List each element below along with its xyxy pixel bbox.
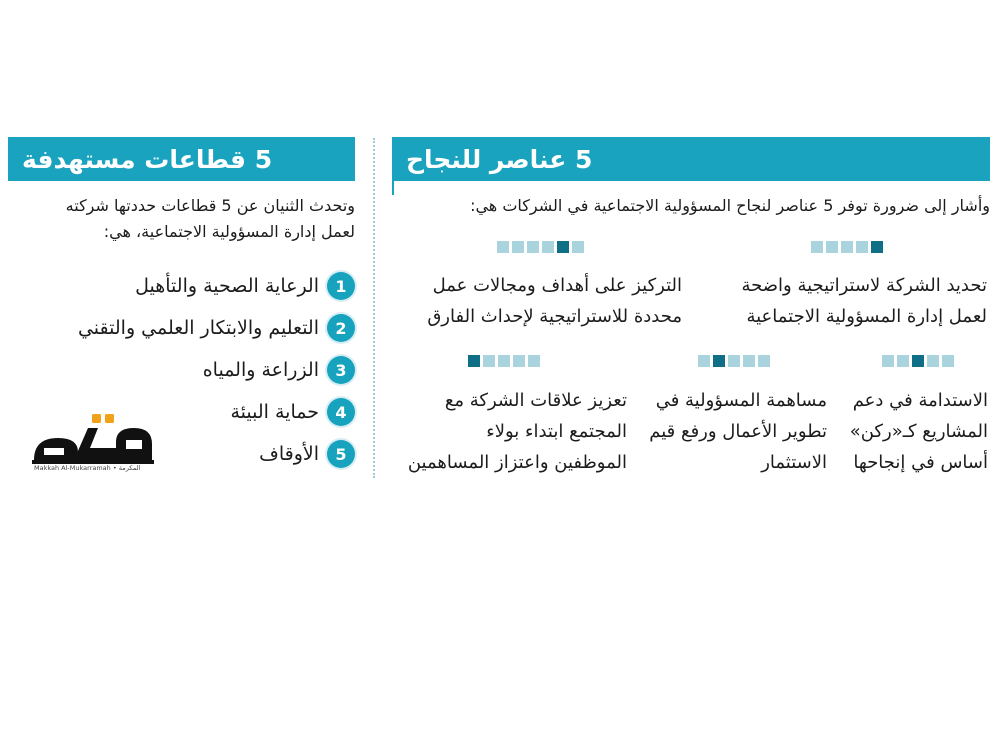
element-3-text: الاستدامة في دعم المشاريع كـ«ركن» أساس في إنجاحها [849, 390, 988, 473]
number-badge: 4 [327, 398, 355, 426]
sector-label: حماية البيئة [230, 401, 319, 423]
elements-title: 5 عناصر للنجاح [406, 144, 593, 174]
indicator-2 [497, 241, 584, 253]
sectors-intro: وتحدث الثنيان عن 5 قطاعات حددتها شركته لعمل إدارة المسؤولية الاجتماعية، هي: [65, 196, 355, 241]
sector-item-2 [60, 313, 355, 343]
indicator-4 [698, 355, 770, 367]
sectors-header [8, 137, 355, 181]
indicator-3 [882, 355, 954, 367]
number-badge: 2 [327, 314, 355, 342]
elements-header [392, 137, 990, 181]
element-5-text: تعزيز علاقات الشركة مع المجتمع ابتداء بولاء الموظفين واعتزاز المساهمين [407, 390, 627, 473]
logo-caption: Makkah Al-Mukarramah • المكرمة [34, 464, 141, 472]
sector-label: التعليم والابتكار العلمي والتقني [77, 317, 319, 339]
number-badge: 1 [327, 272, 355, 300]
number-badge: 5 [327, 440, 355, 468]
element-1-text: تحديد الشركة لاستراتيجية واضحة لعمل إدارة المسؤولية الاجتماعية [741, 275, 987, 327]
sectors-title: 5 قطاعات مستهدفة [22, 144, 273, 174]
sector-label: الرعاية الصحية والتأهيل [135, 275, 319, 297]
elements-intro: وأشار إلى ضرورة توفر 5 عناصر لنجاح المسؤولية الاجتماعية في الشركات هي: [470, 196, 990, 215]
indicator-5 [468, 355, 540, 367]
element-2-text: التركيز على أهداف ومجالات عمل محددة للاستراتيجية لإحداث الفارق [427, 275, 682, 327]
number-badge: 3 [327, 356, 355, 384]
element-4-text: مساهمة المسؤولية في تطوير الأعمال ورفع قيم الاستثمار [649, 390, 827, 473]
indicator-1 [811, 241, 883, 253]
sector-item-1 [60, 271, 355, 301]
sector-item-3 [60, 355, 355, 385]
sector-label: الزراعة والمياه [202, 359, 319, 381]
sector-label: الأوقاف [259, 443, 319, 465]
column-divider [373, 138, 375, 478]
